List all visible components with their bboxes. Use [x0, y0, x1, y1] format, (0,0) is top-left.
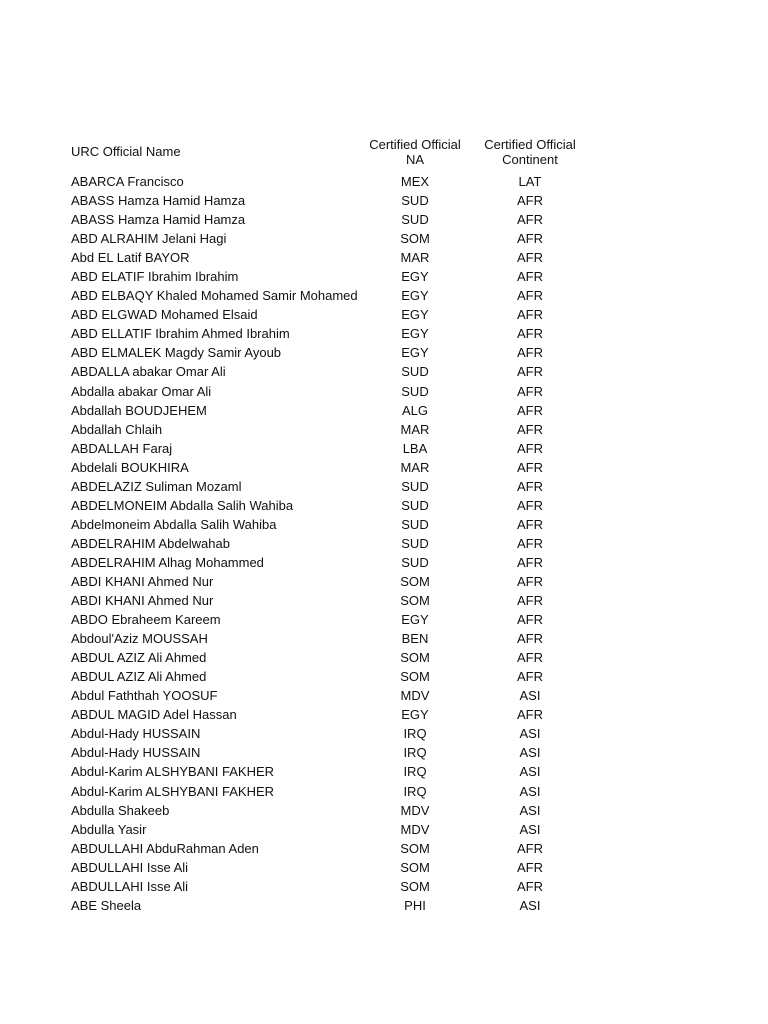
cell-name: ABDELRAHIM Abdelwahab: [71, 535, 230, 551]
table-row: [0, 172, 768, 191]
cell-na: SOM: [400, 650, 430, 666]
table-row: [0, 382, 768, 401]
cell-continent: AFR: [517, 631, 543, 647]
cell-name: Abdulla Shakeeb: [71, 802, 170, 818]
table-row: [0, 496, 768, 515]
cell-na: ALG: [401, 402, 428, 418]
cell-name: ABDELMONEIM Abdalla Salih Wahiba: [71, 497, 294, 513]
table-row: [0, 610, 768, 629]
cell-na: MAR: [400, 459, 430, 475]
cell-continent: AFR: [517, 307, 543, 323]
table-row: [0, 420, 768, 439]
cell-continent: AFR: [517, 878, 543, 894]
table-row: [0, 362, 768, 381]
table-row: [0, 896, 768, 915]
cell-continent: AFR: [517, 497, 543, 513]
cell-continent: AFR: [517, 707, 543, 723]
cell-name: ABDALLAH Faraj: [71, 440, 173, 456]
table-row: [0, 877, 768, 896]
table-row: [0, 343, 768, 362]
cell-continent: ASI: [519, 764, 541, 780]
cell-name: ABD ELGWAD Mohamed Elsaid: [71, 307, 258, 323]
cell-na: SUD: [401, 212, 429, 228]
cell-name: Abdulla Yasir: [71, 821, 147, 837]
table-row: [0, 724, 768, 743]
table-row: [0, 648, 768, 667]
cell-na: EGY: [401, 707, 429, 723]
cell-na: SUD: [401, 193, 429, 209]
cell-continent: ASI: [519, 897, 541, 913]
cell-continent: AFR: [517, 535, 543, 551]
cell-continent: AFR: [517, 516, 543, 532]
cell-na: MEX: [400, 174, 430, 189]
cell-na: EGY: [401, 345, 429, 361]
cell-continent: AFR: [517, 612, 543, 628]
table-row: [0, 458, 768, 477]
table-row: [0, 839, 768, 858]
cell-name: ABD ELBAQY Khaled Mohamed Samir Mohamed: [71, 288, 358, 304]
cell-continent: AFR: [517, 383, 543, 399]
table-row: [0, 477, 768, 496]
table-row: [0, 686, 768, 705]
cell-na: MDV: [400, 802, 430, 818]
table-row: [0, 667, 768, 686]
cell-name: Abdelali BOUKHIRA: [71, 459, 189, 475]
cell-na: SOM: [400, 859, 430, 875]
cell-name: Abdalla abakar Omar Ali: [71, 383, 212, 399]
cell-name: ABASS Hamza Hamid Hamza: [71, 212, 246, 228]
cell-continent: AFR: [517, 364, 543, 380]
cell-name: Abdallah Chlaih: [71, 421, 163, 437]
cell-name: Abdul Faththah YOOSUF: [71, 688, 218, 704]
cell-name: ABD ALRAHIM Jelani Hagi: [71, 231, 227, 247]
header-na-line1: Certified Official: [369, 137, 461, 152]
cell-continent: AFR: [517, 573, 543, 589]
cell-name: ABDI KHANI Ahmed Nur: [71, 573, 214, 589]
cell-continent: AFR: [517, 859, 543, 875]
cell-na: SUD: [401, 535, 429, 551]
cell-na: SOM: [400, 840, 430, 856]
table-row: [0, 858, 768, 877]
cell-name: ABDO Ebraheem Kareem: [71, 612, 221, 628]
cell-na: EGY: [401, 326, 429, 342]
cell-name: ABD ELMALEK Magdy Samir Ayoub: [71, 345, 282, 361]
table-row: [0, 629, 768, 648]
cell-continent: ASI: [519, 688, 541, 704]
cell-continent: AFR: [517, 554, 543, 570]
cell-continent: ASI: [519, 821, 541, 837]
cell-continent: AFR: [517, 593, 543, 609]
table-row: [0, 534, 768, 553]
cell-continent: ASI: [519, 726, 541, 742]
cell-na: SUD: [401, 497, 429, 513]
cell-continent: ASI: [519, 802, 541, 818]
table-row: [0, 820, 768, 839]
table-row: [0, 762, 768, 781]
cell-na: MAR: [400, 250, 430, 266]
cell-na: LBA: [402, 440, 428, 456]
cell-na: SUD: [401, 364, 429, 380]
cell-na: SOM: [400, 669, 430, 685]
cell-na: SUD: [401, 516, 429, 532]
cell-na: SOM: [400, 573, 430, 589]
cell-name: Abdul-Karim ALSHYBANI FAKHER: [71, 764, 275, 780]
table-row: [0, 248, 768, 267]
cell-name: Abdul-Hady HUSSAIN: [71, 726, 201, 742]
cell-continent: AFR: [517, 326, 543, 342]
cell-name: ABDUL AZIZ Ali Ahmed: [71, 669, 207, 685]
cell-na: SUD: [401, 554, 429, 570]
header-continent: [475, 137, 585, 167]
cell-continent: AFR: [517, 402, 543, 418]
cell-na: MAR: [400, 421, 430, 437]
cell-name: ABASS Hamza Hamid Hamza: [71, 193, 246, 209]
cell-name: ABDULLAHI Isse Ali: [71, 859, 189, 875]
cell-name: ABDULLAHI AbduRahman Aden: [71, 840, 259, 856]
cell-continent: AFR: [517, 250, 543, 266]
table-row: [0, 324, 768, 343]
cell-name: Abdallah BOUDJEHEM: [71, 402, 207, 418]
cell-continent: LAT: [518, 174, 542, 189]
cell-name: ABDUL AZIZ Ali Ahmed: [71, 650, 207, 666]
cell-continent: AFR: [517, 345, 543, 361]
cell-name: ABDELAZIZ Suliman Mozaml: [71, 478, 242, 494]
table-row: [0, 191, 768, 210]
cell-continent: AFR: [517, 421, 543, 437]
table-row: [0, 782, 768, 801]
table-body: [0, 172, 768, 915]
cell-name: ABDUL MAGID Adel Hassan: [71, 707, 237, 723]
table-row: [0, 553, 768, 572]
header-name: URC Official Name: [71, 144, 181, 159]
table-row: [0, 401, 768, 420]
table-row: [0, 267, 768, 286]
cell-continent: AFR: [517, 212, 543, 228]
header-na-line2: NA: [405, 152, 425, 167]
cell-continent: AFR: [517, 231, 543, 247]
cell-name: ABD ELLATIF Ibrahim Ahmed Ibrahim: [71, 326, 290, 342]
table-row: [0, 305, 768, 324]
table-row: [0, 572, 768, 591]
cell-continent: AFR: [517, 193, 543, 209]
cell-continent: AFR: [517, 440, 543, 456]
cell-name: ABARCA Francisco: [71, 174, 184, 189]
cell-name: Abd EL Latif BAYOR: [71, 250, 190, 266]
cell-na: SUD: [401, 478, 429, 494]
cell-continent: AFR: [517, 269, 543, 285]
cell-continent: AFR: [517, 459, 543, 475]
table-row: [0, 210, 768, 229]
cell-na: IRQ: [403, 726, 427, 742]
cell-continent: AFR: [517, 840, 543, 856]
cell-name: ABE Sheela: [71, 897, 142, 913]
cell-name: Abdelmoneim Abdalla Salih Wahiba: [71, 516, 277, 532]
table-row: [0, 515, 768, 534]
cell-name: ABDELRAHIM Alhag Mohammed: [71, 554, 264, 570]
cell-na: EGY: [401, 269, 429, 285]
table-row: [0, 743, 768, 762]
header-na: [360, 137, 470, 167]
cell-na: EGY: [401, 288, 429, 304]
cell-na: BEN: [401, 631, 429, 647]
cell-na: SUD: [401, 383, 429, 399]
cell-continent: AFR: [517, 669, 543, 685]
cell-name: ABDULLAHI Isse Ali: [71, 878, 189, 894]
header-continent-line1: Certified Official: [484, 137, 576, 152]
cell-name: Abdul-Hady HUSSAIN: [71, 745, 201, 761]
cell-continent: AFR: [517, 650, 543, 666]
header-continent-line2: Continent: [502, 152, 558, 167]
cell-continent: ASI: [519, 745, 541, 761]
cell-continent: AFR: [517, 288, 543, 304]
cell-na: MDV: [400, 688, 430, 704]
cell-na: SOM: [400, 878, 430, 894]
cell-name: ABDI KHANI Ahmed Nur: [71, 593, 214, 609]
cell-na: SOM: [400, 231, 430, 247]
cell-name: ABDALLA abakar Omar Ali: [71, 364, 226, 380]
table-row: [0, 229, 768, 248]
cell-name: ABD ELATIF Ibrahim Ibrahim: [71, 269, 239, 285]
cell-na: IRQ: [403, 764, 427, 780]
cell-continent: ASI: [519, 783, 541, 799]
cell-na: IRQ: [403, 745, 427, 761]
table-row: [0, 705, 768, 724]
cell-na: PHI: [404, 897, 426, 913]
cell-na: SOM: [400, 593, 430, 609]
table-row: [0, 439, 768, 458]
cell-name: Abdoul'Aziz MOUSSAH: [71, 631, 208, 647]
cell-na: EGY: [401, 307, 429, 323]
table-row: [0, 801, 768, 820]
cell-na: IRQ: [403, 783, 427, 799]
table-row: [0, 591, 768, 610]
table-row: [0, 286, 768, 305]
cell-na: MDV: [400, 821, 430, 837]
cell-na: EGY: [401, 612, 429, 628]
cell-name: Abdul-Karim ALSHYBANI FAKHER: [71, 783, 275, 799]
cell-continent: AFR: [517, 478, 543, 494]
